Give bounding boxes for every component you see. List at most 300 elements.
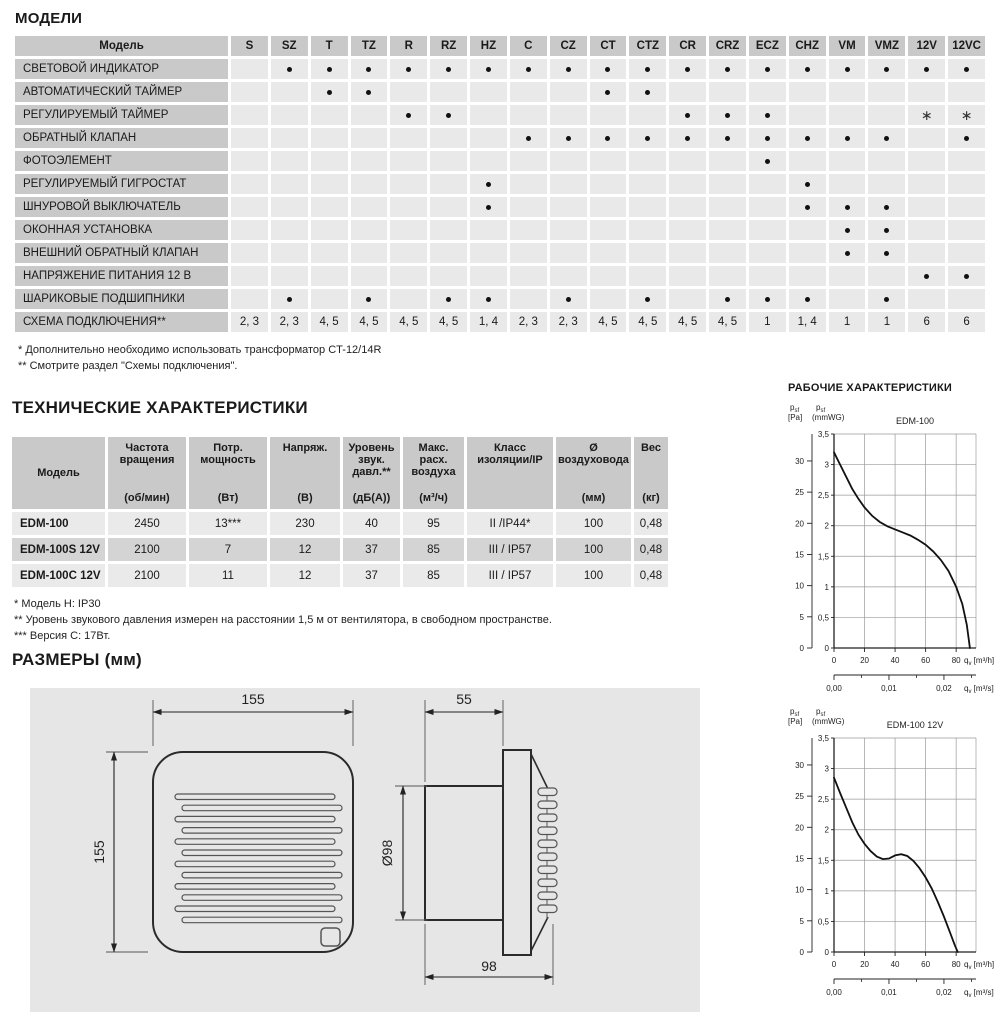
extension-lines xyxy=(106,700,353,952)
feature-label: ФОТОЭЛЕМЕНТ xyxy=(15,151,228,171)
matrix-cell xyxy=(629,105,666,125)
matrix-cell xyxy=(430,289,467,309)
dim-total-depth: 98 xyxy=(481,958,497,974)
matrix-cell xyxy=(669,128,706,148)
feature-dot xyxy=(486,67,491,72)
matrix-cell xyxy=(709,289,746,309)
specs-value-cell: 11 xyxy=(189,564,267,587)
y-tick-label: 3,5 xyxy=(817,430,829,439)
matrix-cell xyxy=(390,151,427,171)
specs-value-cell: II /IP44* xyxy=(467,512,553,535)
matrix-cell xyxy=(908,82,945,102)
matrix-cell xyxy=(430,128,467,148)
matrix-cell xyxy=(948,82,985,102)
feature-dot xyxy=(486,297,491,302)
grille-slat xyxy=(182,850,342,856)
specs-col-header xyxy=(12,437,105,509)
matrix-cell xyxy=(390,266,427,286)
matrix-cell xyxy=(749,151,786,171)
feature-label: ВНЕШНИЙ ОБРАТНЫЙ КЛАПАН xyxy=(15,243,228,263)
matrix-cell xyxy=(550,174,587,194)
louvre-fin xyxy=(538,827,557,835)
matrix-cell xyxy=(868,243,905,263)
grille-slat xyxy=(175,861,335,867)
matrix-cell xyxy=(709,151,746,171)
matrix-cell xyxy=(470,289,507,309)
specs-header-title: Класс изоляции/IP xyxy=(477,442,543,466)
matrix-cell xyxy=(311,105,348,125)
specs-value-cell: III / IP57 xyxy=(467,564,553,587)
matrix-cell xyxy=(829,266,866,286)
specs-model-cell: EDM-100 xyxy=(12,512,105,535)
matrix-cell xyxy=(510,151,547,171)
matrix-col-header: CT xyxy=(590,36,627,56)
matrix-cell xyxy=(590,151,627,171)
matrix-cell xyxy=(470,105,507,125)
pa-tick-label: 30 xyxy=(795,456,804,466)
grille-slat xyxy=(175,884,335,890)
matrix-cell: 1 xyxy=(829,312,866,332)
pa-unit-caption: [Pa] xyxy=(788,717,803,726)
feature-dot xyxy=(765,67,770,72)
matrix-cell xyxy=(908,243,945,263)
matrix-cell xyxy=(510,59,547,79)
specs-header-title: Макс. расх. воздуха xyxy=(411,442,456,478)
matrix-cell xyxy=(789,82,826,102)
matrix-cell xyxy=(908,220,945,240)
matrix-cell xyxy=(351,151,388,171)
matrix-cell xyxy=(271,59,308,79)
axis-caption: $q_v$ [m³/h] xyxy=(964,656,995,667)
feature-dot xyxy=(884,251,889,256)
specs-header-title: Вес xyxy=(640,442,662,454)
specs-value-cell: 100 xyxy=(556,564,631,587)
matrix-cell xyxy=(829,105,866,125)
matrix-cell xyxy=(550,266,587,286)
matrix-cell xyxy=(271,289,308,309)
matrix-cell xyxy=(470,174,507,194)
matrix-cell xyxy=(430,243,467,263)
feature-dot xyxy=(287,297,292,302)
feature-dot xyxy=(765,113,770,118)
matrix-cell xyxy=(390,59,427,79)
axis-caption: $q_v$ [m³/s] xyxy=(964,684,994,695)
matrix-cell xyxy=(669,174,706,194)
matrix-cell xyxy=(550,243,587,263)
matrix-cell xyxy=(629,266,666,286)
matrix-cell: 4, 5 xyxy=(590,312,627,332)
matrix-cell xyxy=(829,82,866,102)
matrix-col-header: CRZ xyxy=(709,36,746,56)
matrix-col-header: ECZ xyxy=(749,36,786,56)
x-tick-label: 60 xyxy=(921,960,931,969)
specs-col-header xyxy=(556,437,631,509)
matrix-cell xyxy=(709,220,746,240)
x-tick-label: 40 xyxy=(890,656,900,665)
specs-header-title: Модель xyxy=(37,467,80,479)
matrix-cell xyxy=(669,82,706,102)
matrix-cell xyxy=(430,151,467,171)
matrix-cell xyxy=(669,220,706,240)
specs-value-cell: 2450 xyxy=(108,512,186,535)
pa-tick-label: 25 xyxy=(795,488,804,498)
grille-slat xyxy=(182,895,342,901)
matrix-cell xyxy=(550,82,587,102)
specs-footnotes xyxy=(14,596,552,644)
y-tick-label: 0,5 xyxy=(817,613,829,623)
matrix-cell xyxy=(390,105,427,125)
matrix-cell xyxy=(629,220,666,240)
feature-dot xyxy=(685,113,690,118)
matrix-cell xyxy=(231,82,268,102)
feature-dot xyxy=(765,136,770,141)
specs-value-cell: 100 xyxy=(556,512,631,535)
matrix-cell xyxy=(948,243,985,263)
dim-front-depth: 55 xyxy=(456,691,472,707)
matrix-cell xyxy=(271,197,308,217)
specs-col-header xyxy=(189,437,267,509)
matrix-cell xyxy=(669,59,706,79)
matrix-cell xyxy=(550,59,587,79)
matrix-cell xyxy=(430,220,467,240)
specs-value-cell: 0,48 xyxy=(634,512,668,535)
dimension-drawing xyxy=(30,688,700,1012)
matrix-cell xyxy=(709,197,746,217)
feature-dot xyxy=(884,67,889,72)
matrix-cell: 4, 5 xyxy=(351,312,388,332)
matrix-col-header: SZ xyxy=(271,36,308,56)
matrix-cell: 2, 3 xyxy=(510,312,547,332)
pa-tick-label: 10 xyxy=(795,885,804,895)
matrix-cell xyxy=(470,243,507,263)
matrix-cell: 4, 5 xyxy=(390,312,427,332)
feature-dot xyxy=(765,297,770,302)
specs-header-title: Напряж. xyxy=(282,442,328,454)
feature-dot xyxy=(486,182,491,187)
specs-header-unit: (м³/ч) xyxy=(419,492,448,504)
matrix-cell xyxy=(390,197,427,217)
feature-dot xyxy=(845,67,850,72)
y-tick-label: 1 xyxy=(824,886,829,896)
footnote-line: ** Смотрите раздел "Схемы подключения". xyxy=(18,360,238,372)
feature-dot xyxy=(446,297,451,302)
axis-caption: $p_{sf}$ xyxy=(816,707,826,718)
specs-header-unit: (дБ(А)) xyxy=(352,492,391,504)
matrix-cell xyxy=(311,266,348,286)
matrix-cell: 4, 5 xyxy=(669,312,706,332)
y-tick-label: 1,5 xyxy=(817,552,829,562)
y-tick-label: 0 xyxy=(824,948,829,957)
matrix-cell xyxy=(271,105,308,125)
x-tick-label: 20 xyxy=(860,656,869,665)
specs-value-cell: 2100 xyxy=(108,564,186,587)
matrix-cell xyxy=(470,82,507,102)
x2-tick-label: 0,00 xyxy=(826,988,842,997)
feature-dot xyxy=(366,297,371,302)
extension-lines xyxy=(395,700,553,985)
matrix-cell xyxy=(470,220,507,240)
matrix-cell xyxy=(231,151,268,171)
matrix-cell xyxy=(231,59,268,79)
feature-dot xyxy=(605,67,610,72)
matrix-cell xyxy=(669,266,706,286)
specs-value-cell: 37 xyxy=(343,564,400,587)
feature-dot xyxy=(287,67,292,72)
feature-dot xyxy=(725,136,730,141)
matrix-col-header: 12V xyxy=(908,36,945,56)
matrix-cell xyxy=(829,59,866,79)
x-tick-label: 40 xyxy=(890,960,900,969)
specs-header-title: Ø воздуховода xyxy=(558,442,629,466)
matrix-cell xyxy=(789,59,826,79)
matrix-cell xyxy=(829,151,866,171)
pa-tick-label: 10 xyxy=(795,581,804,591)
matrix-cell xyxy=(709,128,746,148)
specs-value-cell: 7 xyxy=(189,538,267,561)
feature-dot xyxy=(765,159,770,164)
matrix-cell xyxy=(351,174,388,194)
feature-dot xyxy=(446,113,451,118)
specs-header-title: Частота вращения xyxy=(119,442,175,466)
matrix-cell xyxy=(550,289,587,309)
matrix-col-header: RZ xyxy=(430,36,467,56)
matrix-cell: 1 xyxy=(868,312,905,332)
matrix-cell xyxy=(868,174,905,194)
matrix-cell xyxy=(390,220,427,240)
y-tick-label: 2 xyxy=(824,825,829,835)
matrix-col-header: VM xyxy=(829,36,866,56)
matrix-cell xyxy=(470,266,507,286)
matrix-cell xyxy=(550,151,587,171)
x-tick-label: 80 xyxy=(951,656,961,665)
matrix-cell xyxy=(351,128,388,148)
x-tick-label: 80 xyxy=(951,960,961,969)
matrix-cell xyxy=(590,105,627,125)
feature-dot xyxy=(805,297,810,302)
matrix-cell xyxy=(311,151,348,171)
feature-dot xyxy=(366,90,371,95)
performance-curve xyxy=(834,452,970,648)
matrix-cell xyxy=(789,266,826,286)
matrix-cell xyxy=(351,289,388,309)
matrix-col-header: 12VC xyxy=(948,36,985,56)
x2-tick-label: 0,01 xyxy=(881,684,897,693)
specs-col-header xyxy=(343,437,400,509)
matrix-cell xyxy=(231,128,268,148)
matrix-cell xyxy=(749,243,786,263)
matrix-cell xyxy=(311,174,348,194)
matrix-cell xyxy=(470,151,507,171)
feature-dot xyxy=(884,136,889,141)
x2-tick-label: 0,02 xyxy=(936,684,952,693)
pa-unit-caption: [Pa] xyxy=(788,413,803,422)
matrix-cell xyxy=(948,174,985,194)
matrix-cell xyxy=(510,289,547,309)
chart-title: EDM-100 12V xyxy=(886,720,944,730)
matrix-cell xyxy=(948,266,985,286)
y-tick-label: 3,5 xyxy=(817,734,829,743)
matrix-cell xyxy=(231,289,268,309)
matrix-cell xyxy=(669,243,706,263)
feature-label: ШНУРОВОЙ ВЫКЛЮЧАТЕЛЬ xyxy=(15,197,228,217)
x2-tick-label: 0,02 xyxy=(936,988,952,997)
specs-header-unit: (кг) xyxy=(642,492,660,504)
matrix-cell xyxy=(271,151,308,171)
mmwg-unit-caption: (mmWG) xyxy=(812,413,845,422)
feature-asterisk: ∗ xyxy=(920,107,933,123)
specs-col-header xyxy=(270,437,340,509)
matrix-cell xyxy=(709,82,746,102)
dim-front-height: 155 xyxy=(91,840,107,864)
pa-tick-label: 0 xyxy=(799,644,804,653)
dimensions-section-title: РАЗМЕРЫ (мм) xyxy=(12,650,142,669)
feature-dot xyxy=(605,136,610,141)
y-tick-label: 2 xyxy=(824,521,829,531)
chart-svg xyxy=(786,398,1000,695)
matrix-cell xyxy=(590,289,627,309)
specs-value-cell: 37 xyxy=(343,538,400,561)
matrix-cell xyxy=(351,197,388,217)
matrix-cell xyxy=(829,128,866,148)
matrix-cell xyxy=(351,220,388,240)
matrix-cell xyxy=(311,289,348,309)
matrix-cell xyxy=(231,243,268,263)
matrix-cell: 1 xyxy=(749,312,786,332)
feature-dot xyxy=(605,90,610,95)
x2-tick-label: 0,00 xyxy=(826,684,842,693)
feature-matrix-table xyxy=(15,36,985,332)
louvre-fin xyxy=(538,892,557,900)
matrix-cell xyxy=(510,243,547,263)
matrix-cell xyxy=(669,151,706,171)
grille-slat xyxy=(182,917,342,923)
grille-slat xyxy=(175,794,335,800)
matrix-cell xyxy=(868,105,905,125)
matrix-cell: 4, 5 xyxy=(430,312,467,332)
matrix-cell xyxy=(390,289,427,309)
matrix-cell xyxy=(311,197,348,217)
matrix-cell xyxy=(231,220,268,240)
matrix-cell xyxy=(590,82,627,102)
feature-dot xyxy=(884,297,889,302)
feature-dot xyxy=(645,136,650,141)
specs-value-cell: 95 xyxy=(403,512,464,535)
matrix-cell xyxy=(390,243,427,263)
matrix-cell xyxy=(351,243,388,263)
feature-dot xyxy=(645,297,650,302)
feature-dot xyxy=(805,136,810,141)
feature-dot xyxy=(645,67,650,72)
matrix-cell xyxy=(709,105,746,125)
feature-dot xyxy=(924,67,929,72)
y-tick-label: 0,5 xyxy=(817,917,829,927)
specs-value-cell: 100 xyxy=(556,538,631,561)
performance-chart-edm100-12v xyxy=(786,702,1000,999)
feature-label: ОКОННАЯ УСТАНОВКА xyxy=(15,220,228,240)
matrix-cell xyxy=(829,197,866,217)
matrix-cell xyxy=(430,174,467,194)
pa-tick-label: 15 xyxy=(795,854,804,864)
matrix-cell xyxy=(231,105,268,125)
feature-dot xyxy=(805,182,810,187)
matrix-cell: 2, 3 xyxy=(550,312,587,332)
specs-col-header xyxy=(634,437,668,509)
y-tick-label: 1 xyxy=(824,582,829,592)
grille-slat xyxy=(175,839,335,845)
matrix-col-header: C xyxy=(510,36,547,56)
matrix-cell xyxy=(351,82,388,102)
grille-slat xyxy=(182,805,342,811)
footnote-line: * Модель H: IP30 xyxy=(14,598,101,610)
matrix-cell xyxy=(430,59,467,79)
specs-header-unit: (В) xyxy=(297,492,313,504)
feature-label: РЕГУЛИРУЕМЫЙ ТАЙМЕР xyxy=(15,105,228,125)
matrix-cell xyxy=(908,151,945,171)
footnote-line: ** Уровень звукового давления измерен на расстоянии 1,5 м от вентилятора, в свободном пространстве. xyxy=(14,614,552,626)
matrix-cell xyxy=(430,266,467,286)
matrix-cell xyxy=(829,220,866,240)
louvre-fin xyxy=(538,788,557,796)
matrix-cell xyxy=(271,266,308,286)
matrix-cell xyxy=(351,266,388,286)
matrix-cell xyxy=(271,128,308,148)
matrix-cell xyxy=(390,128,427,148)
feature-dot xyxy=(845,136,850,141)
matrix-col-header: CZ xyxy=(550,36,587,56)
feature-dot xyxy=(406,113,411,118)
louvre-fin xyxy=(538,853,557,861)
fan-dimension-diagram xyxy=(30,688,700,1012)
feature-dot xyxy=(884,228,889,233)
specs-header-unit: (мм) xyxy=(581,492,606,504)
matrix-cell xyxy=(629,174,666,194)
y-tick-label: 3 xyxy=(824,764,829,774)
y-tick-label: 1,5 xyxy=(817,856,829,866)
chart-grid xyxy=(834,434,976,648)
grille-louvres xyxy=(175,794,342,923)
feature-dot xyxy=(845,228,850,233)
matrix-cell: 4, 5 xyxy=(629,312,666,332)
matrix-cell xyxy=(908,266,945,286)
y-tick-label: 2,5 xyxy=(817,491,829,501)
feature-dot xyxy=(805,67,810,72)
matrix-cell xyxy=(789,174,826,194)
louvre-fin xyxy=(538,905,557,913)
models-footnotes xyxy=(18,342,381,374)
pa-tick-label: 30 xyxy=(795,760,804,770)
matrix-cell xyxy=(868,197,905,217)
matrix-cell xyxy=(709,174,746,194)
louvre-fin xyxy=(538,814,557,822)
matrix-cell: 2, 3 xyxy=(231,312,268,332)
matrix-cell xyxy=(868,289,905,309)
matrix-col-header: CHZ xyxy=(789,36,826,56)
feature-dot xyxy=(884,205,889,210)
feature-dot xyxy=(964,274,969,279)
specs-value-cell: 13*** xyxy=(189,512,267,535)
louvre-fin xyxy=(538,879,557,887)
specs-value-cell: 85 xyxy=(403,538,464,561)
front-view xyxy=(153,752,353,952)
matrix-cell xyxy=(868,151,905,171)
matrix-cell xyxy=(908,289,945,309)
grille-slat xyxy=(175,906,335,912)
x-tick-label: 20 xyxy=(860,960,869,969)
specs-header-unit: (Вт) xyxy=(217,492,239,504)
matrix-cell xyxy=(669,105,706,125)
matrix-cell xyxy=(629,128,666,148)
matrix-cell xyxy=(829,289,866,309)
